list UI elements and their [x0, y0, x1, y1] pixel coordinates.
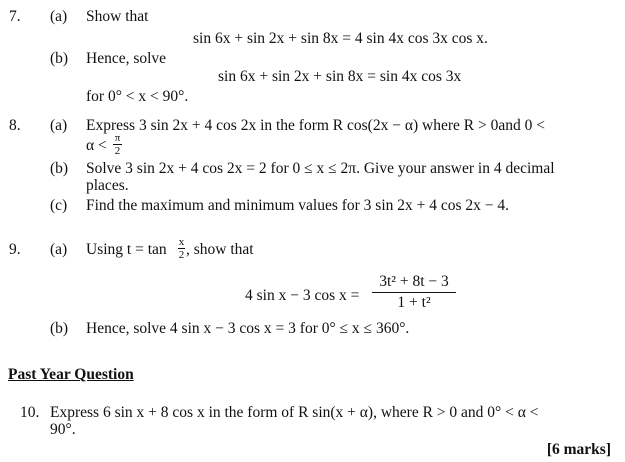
denominator: 2 [114, 145, 121, 157]
marks: [6 marks] [546, 441, 611, 458]
question-text: Hence, solve [86, 50, 167, 67]
fraction-bar [372, 292, 456, 293]
part-label: (a) [50, 117, 68, 134]
part-label: (b) [50, 160, 69, 177]
numerator: 3t² + 8t − 3 [379, 273, 449, 290]
equation: sin 6x + sin 2x + sin 8x = 4 sin 4x cos 3x cos x. [193, 30, 488, 47]
question-text: Hence, solve 4 sin x − 3 cos x = 3 for 0° ≤ x ≤ 360°. [86, 320, 410, 337]
question-number: 10. [20, 404, 40, 421]
section-heading: Past Year Question [8, 366, 134, 383]
question-text: , show that [186, 241, 254, 258]
part-label: (b) [50, 320, 69, 337]
question-text: Express 3 sin 2x + 4 cos 2x in the form R cos(2x − α) where R > 0and 0 < [86, 117, 545, 134]
question-text: Express 6 sin x + 8 cos x in the form of R sin(x + α), where R > 0 and 0° < α < [50, 404, 539, 421]
question-text: Using t = tan [86, 241, 167, 258]
equation: sin 6x + sin 2x + sin 8x = sin 4x cos 3x [218, 68, 462, 85]
denominator: 1 + t² [397, 294, 431, 311]
denominator: 2 [178, 249, 185, 261]
fraction [113, 133, 122, 156]
question-text: Solve 3 sin 2x + 4 cos 2x = 2 for 0 ≤ x ≤ 2π. Give your answer in 4 decimal [86, 160, 555, 177]
question-number: 7. [9, 8, 21, 25]
question-text: α < [86, 137, 107, 154]
question-text: Show that [86, 8, 149, 25]
question-text: places. [86, 177, 129, 194]
numerator: π [114, 132, 121, 144]
question-number: 9. [9, 241, 21, 258]
question-text: 90°. [50, 421, 76, 438]
range-text: for 0° < x < 90°. [86, 88, 189, 105]
part-label: (b) [50, 50, 69, 67]
part-label: (a) [50, 241, 68, 258]
part-label: (c) [50, 197, 68, 214]
question-number: 8. [9, 117, 21, 134]
equation-fraction [372, 273, 456, 312]
part-label: (a) [50, 8, 68, 25]
fraction [178, 237, 185, 260]
equation-lhs: 4 sin x − 3 cos x = [245, 287, 360, 304]
numerator: x [178, 236, 185, 248]
question-text: Find the maximum and minimum values for 3 sin 2x + 4 cos 2x − 4. [86, 197, 510, 214]
